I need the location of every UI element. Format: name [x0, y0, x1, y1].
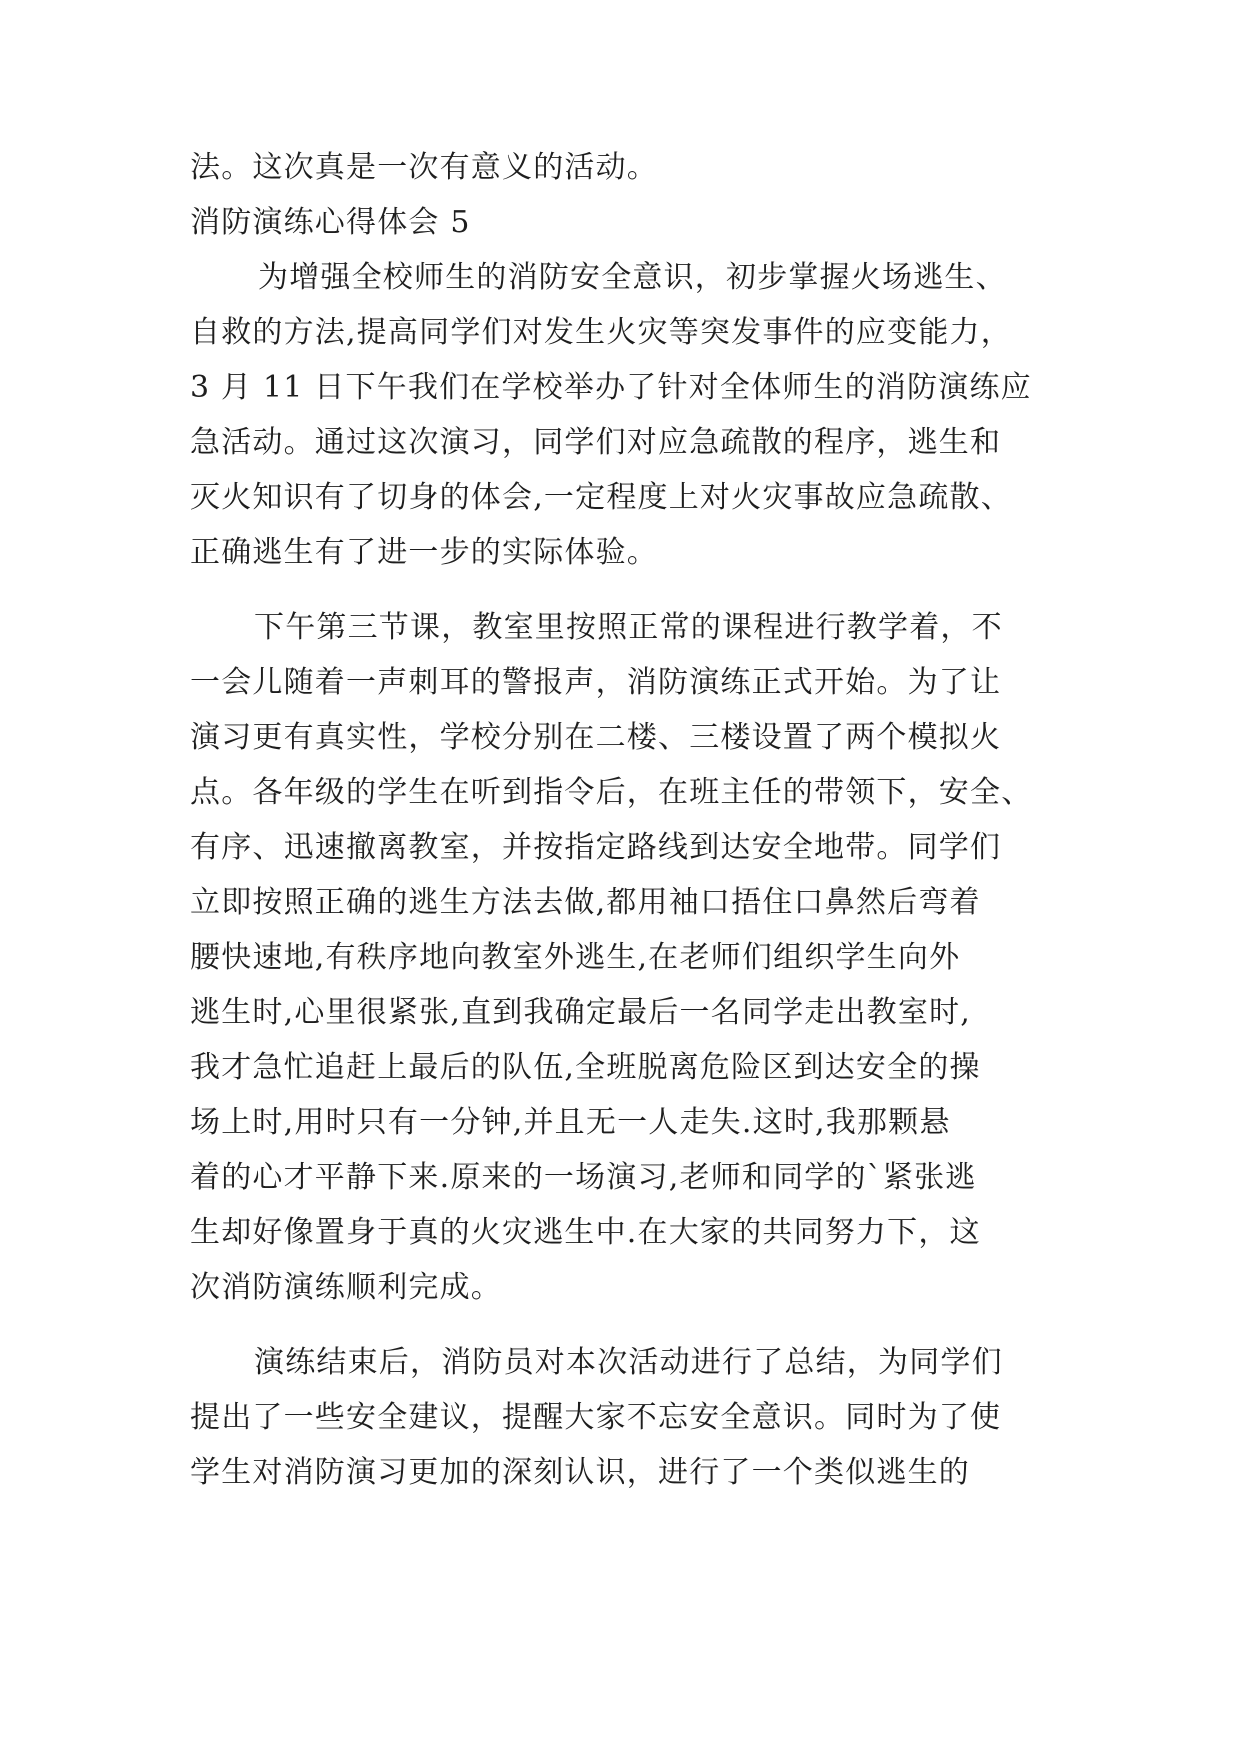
- paragraph-line: 立即按照正确的逃生方法去做,都用袖口捂住口鼻然后弯着: [190, 885, 981, 920]
- paragraph-line: 自救的方法,提高同学们对发生火灾等突发事件的应变能力，: [190, 315, 1012, 350]
- paragraph-line: 提出了一些安全建议，提醒大家不忘安全意识。同时为了使: [190, 1400, 1002, 1435]
- paragraph-line: 3 月 11 日下午我们在学校举办了针对全体师生的消防演练应: [190, 370, 1032, 405]
- paragraph-line: 急活动。通过这次演习，同学们对应急疏散的程序，逃生和: [190, 425, 1002, 460]
- paragraph-line: 生却好像置身于真的火灾逃生中.在大家的共同努力下，这: [190, 1215, 981, 1250]
- paragraph-line: 次消防演练顺利完成。: [190, 1270, 502, 1305]
- paragraph-line: 正确逃生有了进一步的实际体验。: [190, 535, 658, 570]
- section-heading: 消防演练心得体会 5: [190, 205, 471, 240]
- paragraph-line: 着的心才平静下来.原来的一场演习,老师和同学的`紧张逃: [190, 1160, 977, 1195]
- paragraph-line: 为增强全校师生的消防安全意识，初步掌握火场逃生、: [258, 260, 1007, 295]
- paragraph-line: 我才急忙追赶上最后的队伍,全班脱离危险区到达安全的操: [190, 1050, 981, 1085]
- paragraph-line: 下午第三节课，教室里按照正常的课程进行教学着，不: [254, 610, 1003, 645]
- paragraph-line: 场上时,用时只有一分钟,并且无一人走失.这时,我那颗悬: [190, 1105, 951, 1140]
- paragraph-line: 有序、迅速撤离教室，并按指定路线到达安全地带。同学们: [190, 830, 1002, 865]
- paragraph-line: 点。各年级的学生在听到指令后，在班主任的带领下，安全、: [190, 775, 1033, 810]
- paragraph-line: 腰快速地,有秩序地向教室外逃生,在老师们组织学生向外: [190, 940, 961, 975]
- paragraph-line: 演习更有真实性，学校分别在二楼、三楼设置了两个模拟火: [190, 720, 1002, 755]
- paragraph-line: 一会儿随着一声刺耳的警报声，消防演练正式开始。为了让: [190, 665, 1002, 700]
- paragraph-line: 演练结束后，消防员对本次活动进行了总结，为同学们: [254, 1345, 1003, 1380]
- paragraph-line: 学生对消防演习更加的深刻认识，进行了一个类似逃生的: [190, 1455, 970, 1490]
- paragraph-line: 逃生时,心里很紧张,直到我确定最后一名同学走出教室时,: [190, 995, 972, 1030]
- paragraph-line: 灭火知识有了切身的体会,一定程度上对火灾事故应急疏散、: [190, 480, 1012, 515]
- paragraph-line: 法。这次真是一次有意义的活动。: [190, 150, 658, 185]
